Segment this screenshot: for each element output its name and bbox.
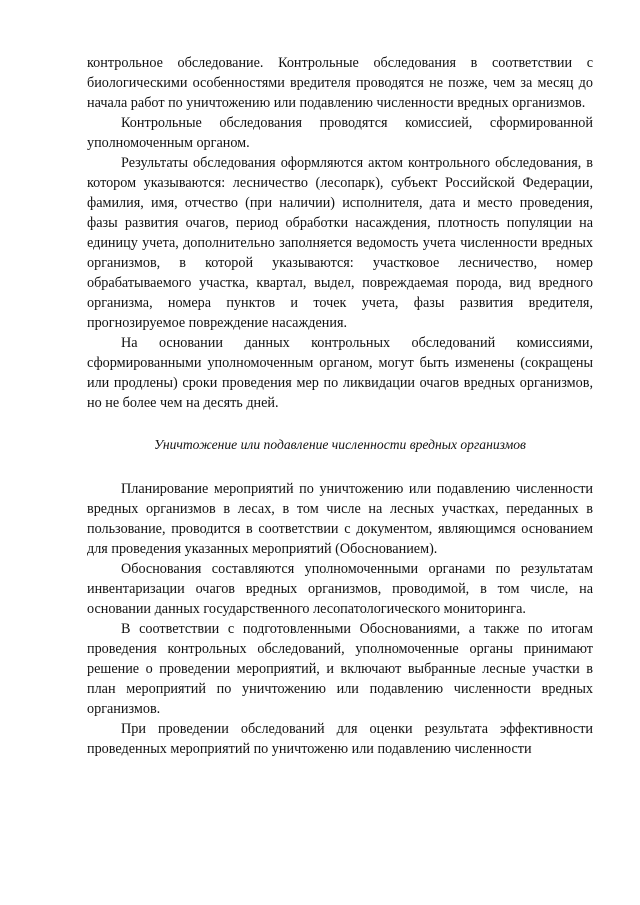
paragraph-deadline-changes: На основании данных контрольных обследований комиссиями, сформированными уполномоченным органом, могут быть изменены (сокращены или продлены) сроки проведения мер по ликвидации очагов вредных организмов, но не более чем на десять дней. xyxy=(87,335,593,411)
paragraph-inspection-results: Результаты обследования оформляются актом контрольного обследования, в котором указываются: лесничество (лесопарк), субъект Российской Федерации, фамилия, имя, отчество (при наличии) исполнителя, дата и место проведения, фазы развития очагов, период обработки насаждения, плотность популяции на единицу учета, дополнительно заполняется ведомость учета численности вредных организмов, в которой указываются: участковое лесничество, номер обрабатываемого участка, квартал, выдел, повреждаемая порода, вид вредного организма, номера пунктов и точек учета, фазы развития вредителя, прогнозируемое повреждение насаждения. xyxy=(87,155,593,331)
paragraph-decision: В соответствии с подготовленными Обоснованиями, а также по итогам проведения контрольных обследований, уполномоченные органы принимают решение о проведении мероприятий, и включают выбранные лесные участки в план мероприятий по уничтожению или подавлению численности вредных организмов. xyxy=(87,621,593,717)
paragraph-efficiency-assessment: При проведении обследований для оценки результата эффективности проведенных мероприятий по уничтоженю или подавлению численности xyxy=(87,721,593,757)
paragraph-commission: Контрольные обследования проводятся комиссией, сформированной уполномоченным органом. xyxy=(87,115,593,151)
section-heading: Уничтожение или подавление численности вредных организмов xyxy=(154,437,526,452)
paragraph-justifications: Обоснования составляются уполномоченными органами по результатам инвентаризации очагов вредных организмов, проводимой, в том числе, на основании данных государственного лесопатологического мониторинга. xyxy=(87,561,593,617)
document-page xyxy=(87,53,593,759)
paragraph-planning: Планирование мероприятий по уничтожению или подавлению численности вредных организмов в лесах, в том числе на лесных участках, переданных в пользование, проводится в соответствии с документом, являющимся основанием для проведения указанных мероприятий (Обоснованием). xyxy=(87,481,593,557)
paragraph-continuation: контрольное обследование. Контрольные обследования в соответствии с биологическими особенностями вредителя проводятся не позже, чем за месяц до начала работ по уничтожению или подавлению численности вредных организмов. xyxy=(87,55,593,111)
